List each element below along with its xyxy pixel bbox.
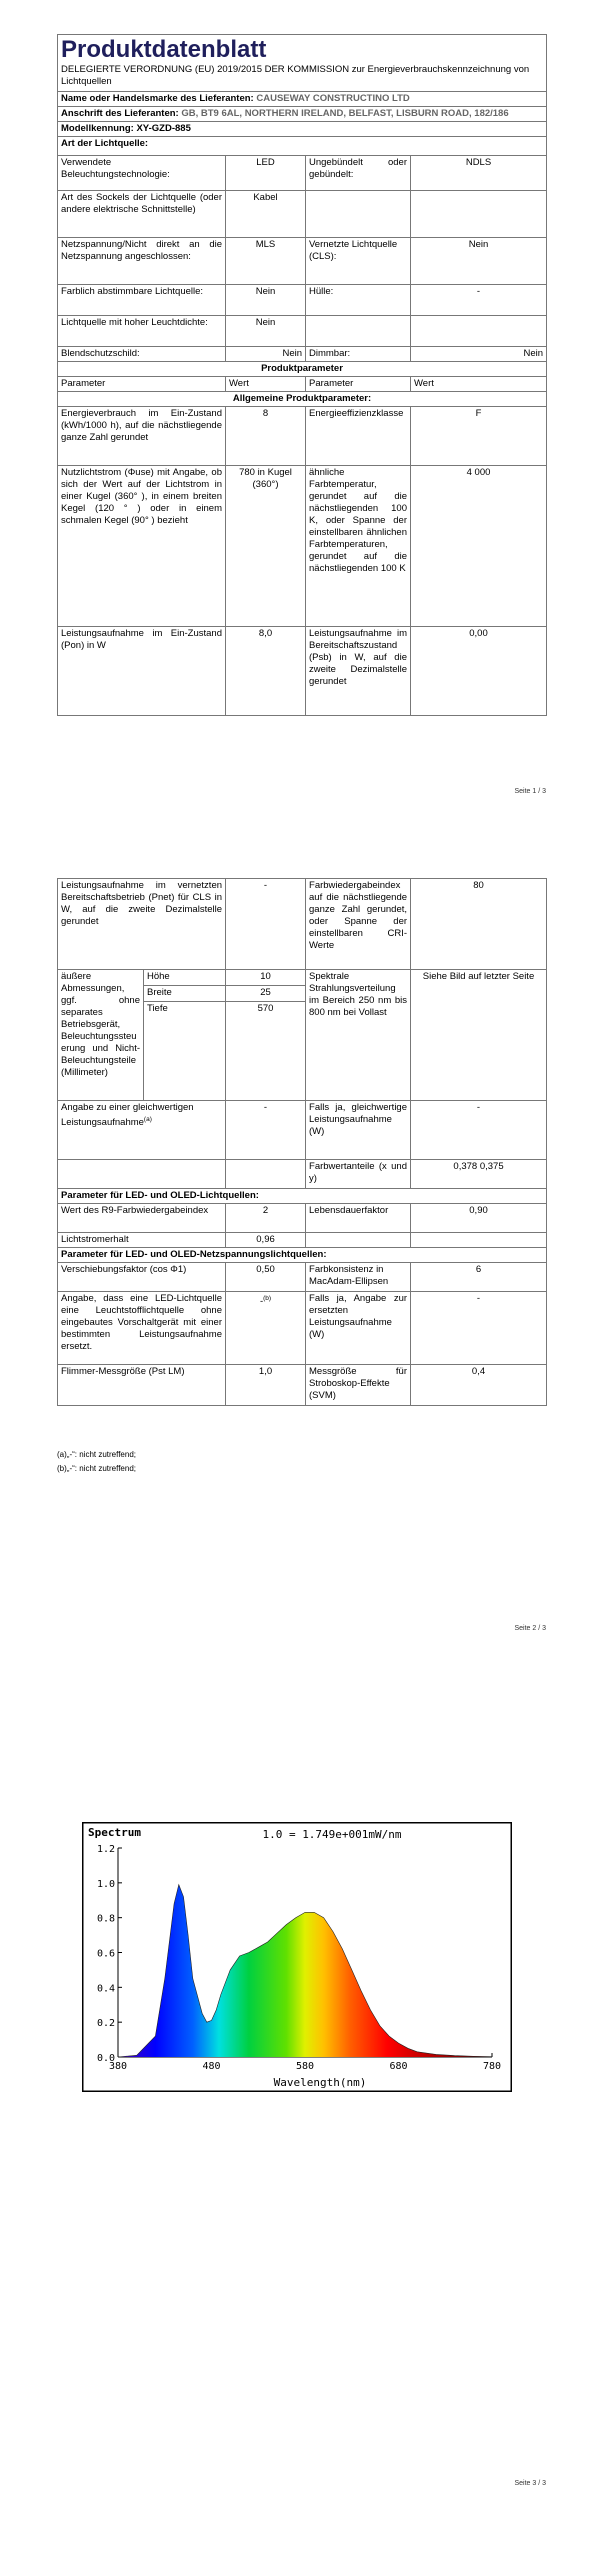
supplier-value: CAUSEWAY CONSTRUCTINO LTD bbox=[256, 93, 410, 104]
model-label: Modellkennung: bbox=[61, 123, 134, 134]
cell-label: Energieverbrauch im Ein-Zustand (kWh/1000 h), auf die nächstliegende ganze Zahl gerundet bbox=[58, 407, 226, 466]
cell-label: Verschiebungsfaktor (cos Φ1) bbox=[58, 1263, 226, 1292]
cell-value: Nein bbox=[226, 347, 306, 362]
cell-value: - bbox=[226, 1101, 306, 1160]
footnote-b: (b)„-“: nicht zutreffend; bbox=[57, 1464, 136, 1473]
column-header: Parameter bbox=[58, 377, 226, 392]
cell-label: Farbwiedergabeindex auf die nächstliegende ganze Zahl gerundet, oder Spanne der einstellbaren CRI-Werte bbox=[306, 879, 411, 970]
cell-value: NDLS bbox=[411, 156, 547, 191]
dim-value: 25 bbox=[226, 986, 306, 1002]
cell-value: 8 bbox=[226, 407, 306, 466]
page-number: Seite 2 / 3 bbox=[514, 1625, 546, 1632]
chart-title: 1.0 = 1.749e+001mW/nm bbox=[262, 1828, 402, 1841]
cell-label: Ungebündelt oder gebündelt: bbox=[306, 156, 411, 191]
cell-value: - bbox=[411, 285, 547, 316]
cell-value: - bbox=[411, 1292, 547, 1365]
x-tick-label: 380 bbox=[108, 2061, 128, 2072]
cell-label: Dimmbar: bbox=[306, 347, 411, 362]
cell-label: Lebensdauerfaktor bbox=[306, 1204, 411, 1233]
cell-label: Angabe, dass eine LED-Lichtquelle eine Leuchtstofflichtquelle ohne eingebautes Vorschaltgerät mit einer bestimmten Leistungsaufnahme ersetzt. bbox=[58, 1292, 226, 1365]
cell-value: 4 000 bbox=[411, 466, 547, 627]
x-tick-label: 580 bbox=[295, 2061, 315, 2072]
cell-value: LED bbox=[226, 156, 306, 191]
cell-label: Leistungsaufnahme im vernetzten Bereitschaftsbetrieb (Pnet) für CLS in W, auf die zweite Dezimalstelle gerundet bbox=[58, 879, 226, 970]
cell-value: 8,0 bbox=[226, 627, 306, 716]
footnote-ref: (a) bbox=[143, 1116, 152, 1123]
cell-value: MLS bbox=[226, 238, 306, 285]
column-header: Wert bbox=[411, 377, 547, 392]
section-heading: Allgemeine Produktparameter: bbox=[58, 392, 547, 407]
dim-name: Höhe bbox=[144, 970, 226, 986]
regulation-text: DELEGIERTE VERORDNUNG (EU) 2019/2015 DER KOMMISSION zur Energieverbrauchskennzeichnung von Lichtquellen bbox=[61, 64, 530, 87]
cell-label: Falls ja, gleichwertige Leistungsaufnahme (W) bbox=[306, 1101, 411, 1160]
page-number: Seite 3 / 3 bbox=[514, 2480, 546, 2487]
page-number: Seite 1 / 3 bbox=[514, 788, 546, 795]
footnote-a: (a)„-“: nicht zutreffend; bbox=[57, 1450, 136, 1459]
cell-label: Falls ja, Angabe zur ersetzten Leistungsaufnahme (W) bbox=[306, 1292, 411, 1365]
footnote-ref: (b) bbox=[263, 1295, 272, 1302]
address-label: Anschrift des Lieferanten: bbox=[61, 108, 179, 119]
cell-label: Vernetzte Lichtquelle (CLS): bbox=[306, 238, 411, 285]
cell-label: Verwendete Beleuchtungstechnologie: bbox=[58, 156, 226, 191]
cell-value: F bbox=[411, 407, 547, 466]
supplier-label: Name oder Handelsmarke des Lieferanten: bbox=[61, 93, 254, 104]
cell-value: 0,96 bbox=[226, 1233, 306, 1248]
address-value: GB, BT9 6AL, NORTHERN IRELAND, BELFAST, LISBURN ROAD, 182/186 bbox=[181, 108, 509, 119]
x-tick-label: 780 bbox=[482, 2061, 502, 2072]
model-value: XY-GZD-885 bbox=[136, 123, 191, 134]
cell-label: Farbwertanteile (x und y) bbox=[306, 1160, 411, 1189]
replace-value: - bbox=[259, 1296, 264, 1308]
y-tick-label: 1.0 bbox=[96, 1878, 115, 1890]
cell-value: Kabel bbox=[226, 191, 306, 238]
cell-label: Netzspannung/Nicht direkt an die Netzspannung angeschlossen: bbox=[58, 238, 226, 285]
cell-label: Hülle: bbox=[306, 285, 411, 316]
dimensions-label: äußere Abmessungen, ggf. ohne separates Betriebsgerät, Beleuchtungssteuerung und Nicht-Beleuchtungsteile (Millimeter) bbox=[58, 970, 144, 1101]
cell-value: 2 bbox=[226, 1204, 306, 1233]
section-heading: Parameter für LED- und OLED-Lichtquellen: bbox=[58, 1189, 547, 1204]
cell-value: - bbox=[226, 879, 306, 970]
cell-value: 0,50 bbox=[226, 1263, 306, 1292]
cell-value: 0,378 0,375 bbox=[411, 1160, 547, 1189]
cell-value: 1,0 bbox=[226, 1365, 306, 1406]
cell-label: Art des Sockels der Lichtquelle (oder andere elektrische Schnittstelle) bbox=[58, 191, 226, 238]
cell-label: Lichtstromerhalt bbox=[58, 1233, 226, 1248]
cell-label: Nutzlichtstrom (Φuse) mit Angabe, ob sich der Wert auf der Lichtstrom in einer Kugel (360° ), in einem breiten Kegel (120 ° ) oder in einem schmalen Kegel (90° ) bezieht bbox=[58, 466, 226, 627]
column-header: Parameter bbox=[306, 377, 411, 392]
cell-label: Leistungsaufnahme im Ein-Zustand (Pon) in W bbox=[58, 627, 226, 716]
cell-label: Flimmer-Messgröße (Pst LM) bbox=[58, 1365, 226, 1406]
y-tick-label: 0.8 bbox=[96, 1913, 115, 1925]
dim-value: 570 bbox=[226, 1002, 306, 1101]
cell-label: Lichtquelle mit hoher Leuchtdichte: bbox=[58, 316, 226, 347]
cell-value: 780 in Kugel (360°) bbox=[226, 466, 306, 627]
cell-value: 0,90 bbox=[411, 1204, 547, 1233]
x-tick-label: 680 bbox=[389, 2061, 408, 2072]
section-heading: Parameter für LED- und OLED-Netzspannungslichtquellen: bbox=[58, 1248, 547, 1263]
cell-value: Nein bbox=[226, 285, 306, 316]
dim-value: 10 bbox=[226, 970, 306, 986]
cell-value: Nein bbox=[411, 347, 547, 362]
cell-label: ähnliche Farbtemperatur, gerundet auf die nächstliegenden 100 K, oder Spanne der einstellbaren ähnlichen Farbtemperaturen, gerundet auf die nächstliegenden 100 K bbox=[306, 466, 411, 627]
dim-name: Tiefe bbox=[144, 1002, 226, 1101]
cell-value: 80 bbox=[411, 879, 547, 970]
x-axis-label: Wavelength(nm) bbox=[273, 2076, 367, 2089]
cell-label: Messgröße für Stroboskop-Effekte (SVM) bbox=[306, 1365, 411, 1406]
cell-value: Siehe Bild auf letzter Seite bbox=[411, 970, 547, 1101]
cell-value: 6 bbox=[411, 1263, 547, 1292]
y-tick-label: 0.2 bbox=[96, 2018, 115, 2030]
section-heading: Produktparameter bbox=[58, 362, 547, 377]
y-tick-label: 0.0 bbox=[96, 2053, 115, 2064]
cell-value: - bbox=[411, 1101, 547, 1160]
cell-label: Leistungsaufnahme im Bereitschaftszustand (Psb) in W, auf die zweite Dezimalstelle gerundet bbox=[306, 627, 411, 716]
y-tick-label: 1.2 bbox=[96, 1844, 115, 1855]
x-tick-label: 480 bbox=[202, 2061, 221, 2072]
cell-label: Energieeffizienzklasse bbox=[306, 407, 411, 466]
cell-label: Spektrale Strahlungsverteilung im Bereich 250 nm bis 800 nm bei Vollast bbox=[306, 970, 411, 1101]
y-tick-label: 0.6 bbox=[96, 1948, 115, 1960]
y-axis-label: Spectrum bbox=[88, 1826, 141, 1839]
page-title: Produktdatenblatt bbox=[61, 36, 267, 63]
y-tick-label: 0.4 bbox=[96, 1983, 115, 1995]
type-label: Art der Lichtquelle: bbox=[61, 138, 149, 149]
spectrum-chart bbox=[82, 1822, 512, 2092]
cell-label: Blendschutzschild: bbox=[58, 347, 226, 362]
dim-name: Breite bbox=[144, 986, 226, 1002]
cell-value: 0,00 bbox=[411, 627, 547, 716]
cell-label: Farblich abstimmbare Lichtquelle: bbox=[58, 285, 226, 316]
column-header: Wert bbox=[226, 377, 306, 392]
cell-value: Nein bbox=[226, 316, 306, 347]
equiv-label: Angabe zu einer gleichwertigen Leistungsaufnahme bbox=[61, 1102, 194, 1129]
cell-label: Farbkonsistenz in MacAdam-Ellipsen bbox=[306, 1263, 411, 1292]
cell-value: Nein bbox=[411, 238, 547, 285]
cell-label: Wert des R9-Farbwiedergabeindex bbox=[58, 1204, 226, 1233]
cell-value: 0,4 bbox=[411, 1365, 547, 1406]
